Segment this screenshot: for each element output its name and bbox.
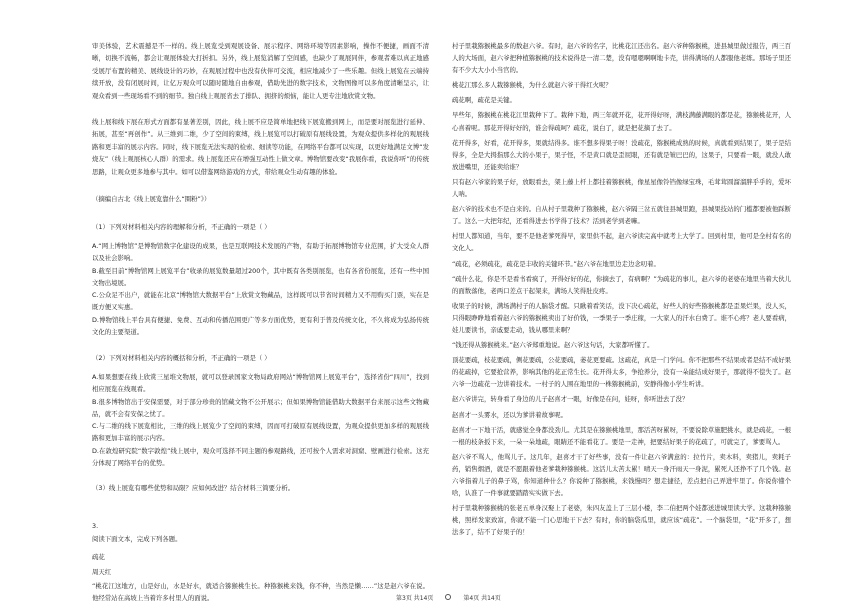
story-paragraph: “疏什么花，你是不是看书看疯了，开得好好的花，你摘去了，有病啊？”为疏花的事儿，赵六爷的老婆在地里当着大伙儿的面数落他，老两口差点干起架来，满场人笑得肚皮疼。	[452, 274, 791, 295]
story-paragraph: 顶花要疏，枝花要疏，侧花要疏，公花要疏，萎花更要疏。这疏花，真是一门学问。你不把那些不结果或者是结不成好果的花疏掉，它要抢营养，影响其他的花正常生长。花开得太多，争抢养分，没有一朵能结成好果子，那就得不偿失了。赵六爷一边疏花一边讲着技术。一村子的人围在地里的一株猕猴桃前，安静得像小学生听讲。	[452, 356, 791, 389]
question-2-option-b: B.很多博物馆出于安保需要，对于部分珍贵的馆藏文物不公开展示；但如果博物馆能借助大数据平台来展示这些文物藏品，就不会有安保之忧了。	[92, 398, 429, 419]
circle-icon	[445, 594, 451, 600]
question-2-stem: （2）下列对材料相关内容的概括和分析，不正确的一项是（ ）	[92, 354, 271, 362]
story-paragraph: 赵喜才一下地干活，就感觉全身都没劲儿。尤其是在猕猴桃地里，那活苦呀累呀，不要说除草施肥挑水，就是疏花，一根一根的枝条扳下来，一朵一朵地疏，眼睛还不能看花了。要是一走神，把要结好果子的花疏了，可就完了，爹要骂人。	[452, 425, 791, 446]
story-paragraph: 只有赵六爷家的果子好，放眼看去，架上藤上杆上都挂着猕猴桃，像星星像铃铛像绿宝珠，毛茸茸圆溜溜胖乎乎的，爱坏人呐。	[452, 177, 791, 199]
story-paragraph: 早些年，猕猴桃在桃花江里栽种下了。栽种下地，两三年就开花，花开得好呀，满枝满藤满眼的都是花，猕猴桃花开，人心喜着呢。那花开得好好的，谁会得疏呵？疏花，说白了，就是把花摘了去了。	[452, 111, 791, 132]
story-paragraph: 村子里栽种猕猴桃的张老五单身汉娶上了老婆，朱四友盖上了三层小楼，李二伯把两个娃都送进城里读大学。这栽种猕猴桃，照样发家致富，你就不能一门心思地干下去？有时，你的脑袋瓜里，就应该“疏花”。一个脑袋里，“花”开多了，想法多了，结不了好果子的！	[452, 504, 791, 537]
story-paragraph: 收果子的时候，满场满村子的人脑袋才醒。只瞅着看笑话，没下决心疏花，好些人的好些猕猴桃都是歪果烂果，没人买，只得眼睁睁地看着赵六爷的猕猴桃卖出了好价钱，一季果子一季庄稼，一大家人的汗水白费了。谁不心疼？老人要看病，娃儿要读书，亲戚要走动，钱从哪里来啊？	[452, 301, 791, 334]
story-paragraph: 疏花啊，疏花是关键。	[452, 96, 516, 105]
story-paragraph: 赵六爷讲完，转身看了身边的儿子赵喜才一眼，好像是在问，娃呀，你听进去了没？	[452, 395, 689, 404]
left-page-number: 第3页 共14页	[396, 594, 434, 602]
section-instruction: 阅读下面文本，完成下列各题。	[92, 535, 182, 543]
question-1-option-b: B.截至目前“博物馆网上展览平台”收录的展览数量超过200个，其中既有各类别展览，也有各省份展览，还有一些中国文物出境展。	[92, 267, 429, 288]
left-page	[92, 0, 429, 608]
question-2-option-d: D.在敦煌研究院“数字敦煌”线上展中，观众可选择不同主题的参观路线，还可按个人需求对洞窟、壁画进行检索。这充分体现了网络平台的优势。	[92, 447, 429, 468]
right-page	[452, 40, 791, 600]
story-author: 周天红	[92, 568, 112, 576]
story-paragraph: “钱还得从猕猴桃来。”赵六爷郑重地说。赵六爷这句话，大家都听懂了。	[452, 341, 654, 350]
story-paragraph: 赵喜才一头雾水，还以为爹讲着故事呢。	[452, 410, 568, 419]
story-paragraph: “疏花，必须疏花，疏花是丰收的关键环节。”赵六爷在地里边走边念叨着。	[452, 259, 660, 268]
page-footer	[396, 591, 501, 603]
story-paragraph: 赵六爷的技术也不是白来的。自从村子里栽种了猕猴桃，赵六爷隔三岔五就往县城里跑，县城果技站的门槛都要被他踩断了。这么一大把年纪，还看得进去书学得了技术？活到老学到老嘛。	[452, 205, 791, 226]
question-1-option-c: C.公众足不出户，就能在北京“博物馆大数据平台”上欣赏文物藏品，这样既可以节省时间精力又不用购买门票，实在是既方便又实惠。	[92, 291, 429, 312]
story-paragraph: 村子里栽猕猴桃最多的数赵六爷。有时，赵六爷的名字，比桃花江还出名。赵六爷种猕猴桃，进县城里做过报告，两三百人的大场面，赵六爷把种植猕猴桃的技术说得是一清二楚，没有嗯嗯啊啊地卡壳，讲得满场的人都服他老练。那场子里还有不少大大小小当官的。	[452, 42, 791, 75]
story-paragraph: “桃花江这地方，山是好山，水是好水，就适合猕猴桃生长。种猕猴桃来钱，你不种，当然是懒……”这是赵六爷在说。他经常站在高坡上当着许多村里人的面说。	[92, 582, 429, 603]
question-2-option-c: C.与二维的线下展览相比，三维的线上展览少了空间的束缚，因而可打破原有展线设置，为观众提供更加多样的观展线路和更加丰富的展示内容。	[92, 422, 429, 443]
question-3: （3）线上展览有哪些优势和局限？应如何改进？结合材料三简要分析。	[92, 484, 295, 492]
question-1-option-a: A.“网上博物馆”是博物馆数字化建设的成果，也是互联网技术发展的产物，有助于拓展博物馆专业范围，扩大受众人群以及社会影响。	[92, 242, 429, 263]
article-paragraph: 审美体验，艺术震撼是不一样的。线上展览受到观展设备、展示程序、网络环境等因素影响，操作不便捷，画面不清晰，切换不流畅，都会让观展体验大打折扣。另外，线上展览消解了空间感，也缺少了观展同伴，参观者难以真正地感受展厅布置的精美、展线设计的巧妙，在观展过程中也没有伙伴可交流，相应地减少了一些乐趣。但线上展览在云端持续开放，没有闭展时间，让亿万观众可以随时随地自由参观，借助先进的数字技术，文物图像可以多角度清晰呈示，让观众看到一些现场看不到的细节。独自线上观展省去了排队、拥挤的烦恼，能让人更专注地欣赏文物。	[92, 42, 429, 100]
story-paragraph: 赵六爷不骂人，他骂儿子。这几年，赵喜才干了好些事，没有一件让赵六爷满意的：拉竹片，卖木料，卖猪儿，卖耗子药，销售烟酒，就是不愿跟着他老爹栽种猕猴桃。这活儿太苦太累！晴天一身汗雨天一身泥，累死人还挣不了几个钱。赵六爷指着儿子的鼻子骂，你知道种什么？你说种了猕猴桃，来钱慢吗？想走捷径，差点把自己弄进牢里了。你说你懂个啥，认准了一件事就要踏踏实实做下去。	[452, 452, 791, 498]
question-2-option-a: A.如果想要在线上欣赏三星堆文物展，就可以登录国家文物局政府网站“博物馆网上展览平台”，选择省份“四川”，找到相应展览在线观看。	[92, 373, 429, 394]
question-1-stem: （1）下列对材料相关内容的理解和分析，不正确的一项是（ ）	[92, 223, 271, 231]
story-paragraph: 桃花江那么多人栽猕猴桃，为什么就赵六爷干得红火呢？	[452, 81, 612, 90]
article-paragraph: 线上展和线下展在形式方面都有显著差别，因此，线上展不应是简单地把线下展览搬到网上，而是要对展览进行延伸、拓展，甚至“再创作”。从三维到二维，少了空间的束缚，线上展览可以打破原有展线设置，为观众提供多样化的观展线路和更丰富的展示内容。同时，线下展览无法实现的检索、细读等功能，在网络平台都可以实现，以更好地满足文博“发烧友”（线上观展核心人群）的需求。线上展览还应在增强互动性上做文章。博物馆要改变“我展你看，我说你听”的传统思路，让观众更多地参与其中。如可以借鉴网络游戏的方式，带给观众生动有趣的体验。	[92, 118, 429, 176]
article-source: （摘编自古北《线上展览靠什么“圈粉”》）	[92, 195, 211, 203]
question-1-option-d: D.博物馆线上平台具有便捷、免费、互动和传播范围更广等多方面优势，更有利于普及传统文化，不久将成为弘扬传统文化的主要渠道。	[92, 316, 429, 337]
story-paragraph: 花开得多，好看，花开得多，果就结得多。谁不想多得果子呀！没疏花，猕猴桃成熟的时候，真就看到结果了，果子是结得多，全是大拇指那么大的小果子，果子怪，不是黄口就是歪屁眼，还有就是皱巴巴的，这果子，只要看一眼，就没人敢放进嘴里，还能卖给谁？	[452, 138, 791, 171]
story-paragraph: 村里人都知道，当年，要不是他老爹死得早，家里供不起，赵六爷读完高中就考上大学了。回到村里，他可是全村有名的文化人。	[452, 232, 791, 253]
story-title: 疏花	[92, 553, 105, 561]
section-number: 3.	[92, 522, 99, 530]
right-page-number: 第4页 共14页	[463, 594, 501, 602]
